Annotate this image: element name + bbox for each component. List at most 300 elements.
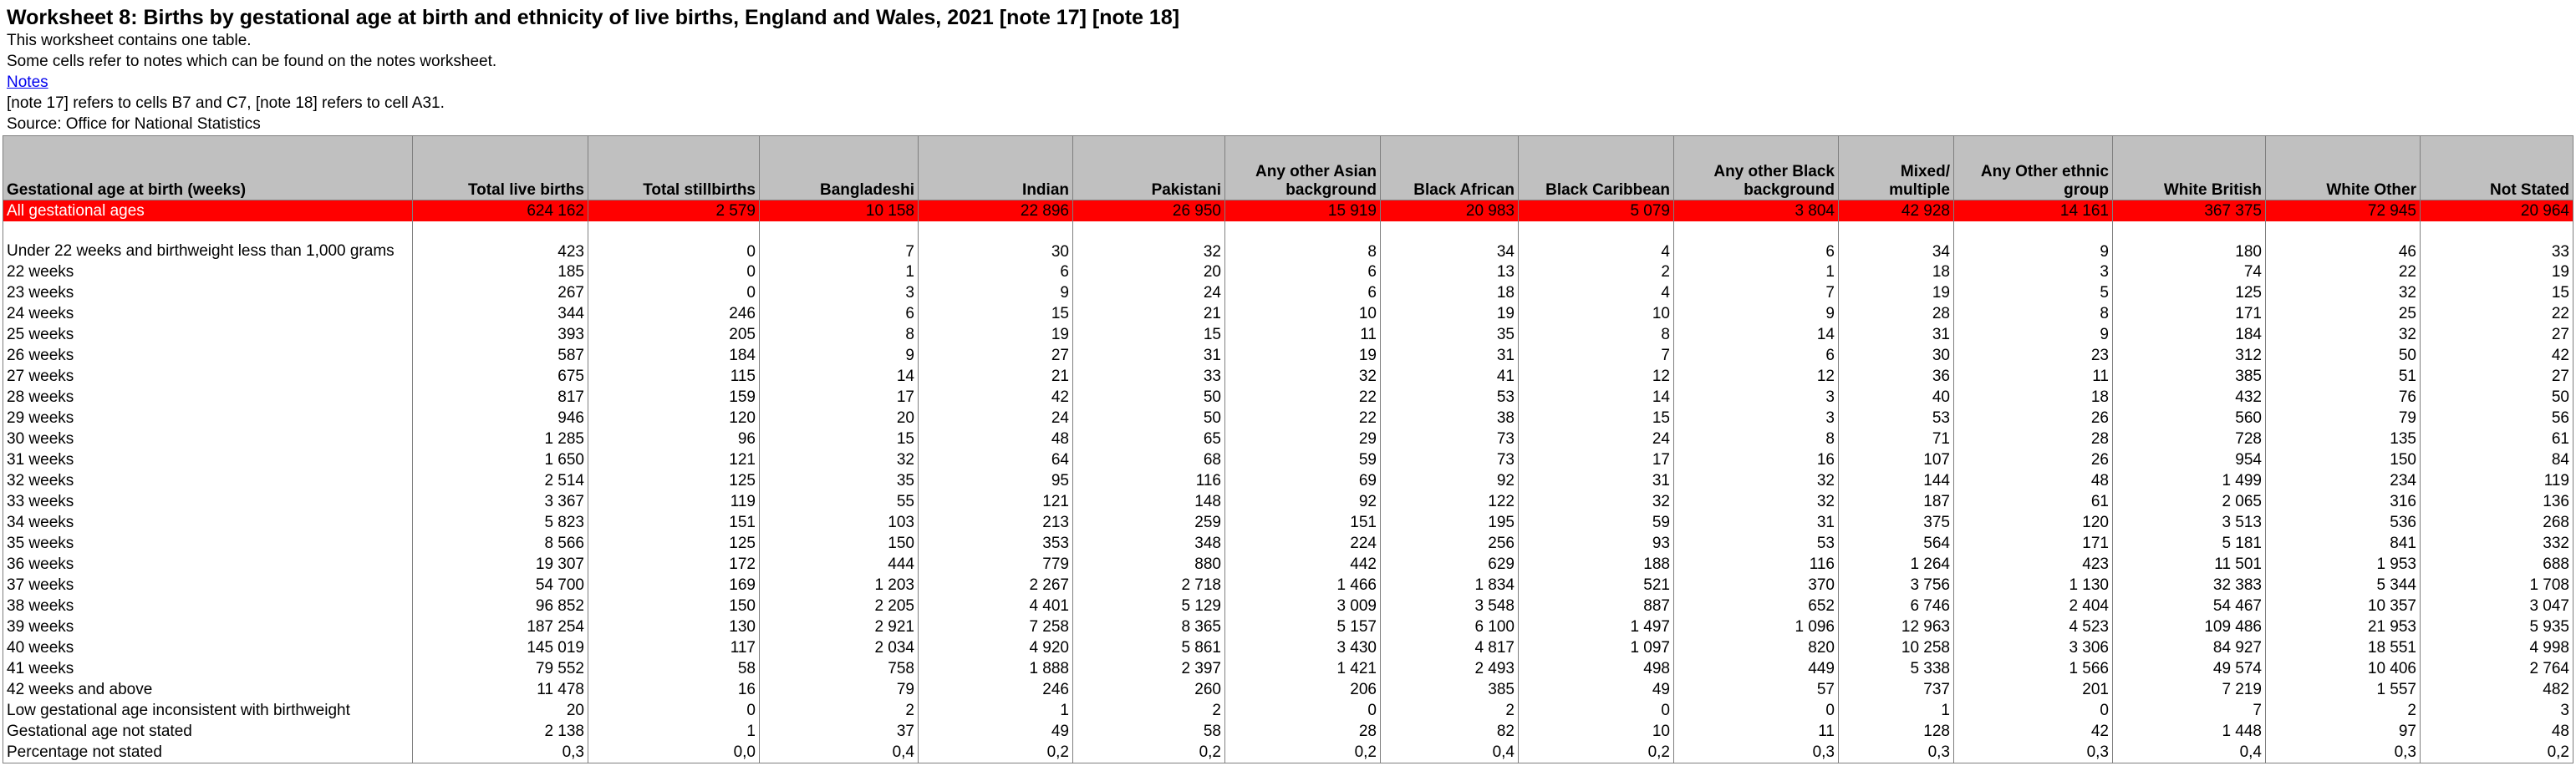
table-cell[interactable]: 61: [2421, 429, 2573, 449]
table-cell[interactable]: 3 367: [413, 491, 588, 512]
table-cell[interactable]: 3 756: [1839, 575, 1954, 596]
table-cell[interactable]: 169: [588, 575, 760, 596]
table-cell[interactable]: 49: [919, 721, 1073, 742]
table-cell[interactable]: 50: [1073, 387, 1225, 408]
table-cell[interactable]: 1 096: [1674, 616, 1839, 637]
table-cell[interactable]: 184: [2113, 324, 2266, 345]
table-cell[interactable]: 20 983: [1381, 200, 1519, 222]
table-cell[interactable]: 32 383: [2113, 575, 2266, 596]
table-cell[interactable]: 0,2: [1225, 742, 1381, 763]
table-cell[interactable]: 119: [2421, 470, 2573, 491]
table-cell[interactable]: 19: [1839, 282, 1954, 303]
table-cell[interactable]: 3 804: [1674, 200, 1839, 222]
table-cell[interactable]: 688: [2421, 554, 2573, 575]
table-cell[interactable]: 49: [1519, 679, 1674, 700]
table-cell[interactable]: 116: [1674, 554, 1839, 575]
table-cell[interactable]: 587: [413, 345, 588, 366]
table-cell[interactable]: 1 466: [1225, 575, 1381, 596]
table-cell[interactable]: 21: [1073, 303, 1225, 324]
table-cell[interactable]: 195: [1381, 512, 1519, 533]
table-cell[interactable]: 58: [588, 658, 760, 679]
table-cell[interactable]: 50: [2421, 387, 2573, 408]
table-cell[interactable]: 33: [1073, 366, 1225, 387]
table-cell[interactable]: 0,2: [919, 742, 1073, 763]
table-cell[interactable]: 1 650: [413, 449, 588, 470]
table-cell[interactable]: 344: [413, 303, 588, 324]
table-cell[interactable]: 3: [760, 282, 919, 303]
table-cell[interactable]: 28: [1225, 721, 1381, 742]
table-cell[interactable]: 1 497: [1519, 616, 1674, 637]
table-cell[interactable]: 55: [760, 491, 919, 512]
table-cell[interactable]: 9: [760, 345, 919, 366]
table-cell[interactable]: 201: [1954, 679, 2113, 700]
table-cell[interactable]: 2: [1073, 700, 1225, 721]
table-cell[interactable]: 171: [2113, 303, 2266, 324]
table-cell[interactable]: 5 861: [1073, 637, 1225, 658]
table-cell[interactable]: 11 501: [2113, 554, 2266, 575]
table-cell[interactable]: 5: [1954, 282, 2113, 303]
table-cell[interactable]: 629: [1381, 554, 1519, 575]
table-cell[interactable]: 367 375: [2113, 200, 2266, 222]
table-cell[interactable]: 30: [1839, 345, 1954, 366]
table-cell[interactable]: 180: [2113, 221, 2266, 261]
table-cell[interactable]: 32: [760, 449, 919, 470]
table-cell[interactable]: 817: [413, 387, 588, 408]
table-cell[interactable]: 64: [919, 449, 1073, 470]
table-cell[interactable]: 2: [760, 700, 919, 721]
table-cell[interactable]: 3 548: [1381, 596, 1519, 616]
table-cell[interactable]: 128: [1839, 721, 1954, 742]
table-cell[interactable]: 10: [1225, 303, 1381, 324]
table-cell[interactable]: 26: [1954, 408, 2113, 429]
table-cell[interactable]: 444: [760, 554, 919, 575]
table-cell[interactable]: 96: [588, 429, 760, 449]
row-label[interactable]: 38 weeks: [3, 596, 413, 616]
table-cell[interactable]: 121: [919, 491, 1073, 512]
table-cell[interactable]: 259: [1073, 512, 1225, 533]
row-label[interactable]: 26 weeks: [3, 345, 413, 366]
row-label[interactable]: Percentage not stated: [3, 742, 413, 763]
table-cell[interactable]: 675: [413, 366, 588, 387]
table-cell[interactable]: 1 834: [1381, 575, 1519, 596]
table-cell[interactable]: 312: [2113, 345, 2266, 366]
table-cell[interactable]: 5 181: [2113, 533, 2266, 554]
table-cell[interactable]: 19: [919, 324, 1073, 345]
table-cell[interactable]: 74: [2113, 261, 2266, 282]
table-cell[interactable]: 84 927: [2113, 637, 2266, 658]
table-cell[interactable]: 0: [1674, 700, 1839, 721]
table-cell[interactable]: 1 499: [2113, 470, 2266, 491]
table-cell[interactable]: 0,2: [2421, 742, 2573, 763]
table-cell[interactable]: 56: [2421, 408, 2573, 429]
table-cell[interactable]: 117: [588, 637, 760, 658]
table-cell[interactable]: 3 047: [2421, 596, 2573, 616]
table-cell[interactable]: 0,3: [1839, 742, 1954, 763]
table-cell[interactable]: 4 523: [1954, 616, 2113, 637]
table-cell[interactable]: 19 307: [413, 554, 588, 575]
table-cell[interactable]: 7: [2113, 700, 2266, 721]
row-label[interactable]: 36 weeks: [3, 554, 413, 575]
table-cell[interactable]: 13: [1381, 261, 1519, 282]
table-cell[interactable]: 268: [2421, 512, 2573, 533]
table-cell[interactable]: 260: [1073, 679, 1225, 700]
table-cell[interactable]: 5 344: [2266, 575, 2421, 596]
table-cell[interactable]: 144: [1839, 470, 1954, 491]
table-cell[interactable]: 23: [1954, 345, 2113, 366]
table-cell[interactable]: 19: [1225, 345, 1381, 366]
table-cell[interactable]: 150: [588, 596, 760, 616]
table-cell[interactable]: 2 397: [1073, 658, 1225, 679]
table-cell[interactable]: 12: [1519, 366, 1674, 387]
table-cell[interactable]: 2 034: [760, 637, 919, 658]
table-cell[interactable]: 1: [1839, 700, 1954, 721]
table-cell[interactable]: 9: [1674, 303, 1839, 324]
row-label[interactable]: 23 weeks: [3, 282, 413, 303]
table-cell[interactable]: 79: [760, 679, 919, 700]
table-cell[interactable]: 256: [1381, 533, 1519, 554]
table-cell[interactable]: 8 566: [413, 533, 588, 554]
table-cell[interactable]: 18 551: [2266, 637, 2421, 658]
table-cell[interactable]: 148: [1073, 491, 1225, 512]
table-cell[interactable]: 25: [2266, 303, 2421, 324]
table-cell[interactable]: 7: [1519, 345, 1674, 366]
row-label[interactable]: 37 weeks: [3, 575, 413, 596]
table-cell[interactable]: 2 138: [413, 721, 588, 742]
table-cell[interactable]: 15 919: [1225, 200, 1381, 222]
table-cell[interactable]: 37: [760, 721, 919, 742]
table-cell[interactable]: 10 158: [760, 200, 919, 222]
table-cell[interactable]: 22 896: [919, 200, 1073, 222]
table-cell[interactable]: 53: [1381, 387, 1519, 408]
table-cell[interactable]: 59: [1519, 512, 1674, 533]
table-cell[interactable]: 498: [1519, 658, 1674, 679]
table-cell[interactable]: 3 009: [1225, 596, 1381, 616]
row-label[interactable]: 28 weeks: [3, 387, 413, 408]
row-label[interactable]: 41 weeks: [3, 658, 413, 679]
table-cell[interactable]: 4 920: [919, 637, 1073, 658]
table-cell[interactable]: 9: [1954, 324, 2113, 345]
table-cell[interactable]: 536: [2266, 512, 2421, 533]
table-cell[interactable]: 737: [1839, 679, 1954, 700]
column-header[interactable]: Any other Black background: [1674, 136, 1839, 200]
table-cell[interactable]: 954: [2113, 449, 2266, 470]
table-cell[interactable]: 115: [588, 366, 760, 387]
row-label[interactable]: 25 weeks: [3, 324, 413, 345]
table-cell[interactable]: 32: [2266, 324, 2421, 345]
table-cell[interactable]: 0: [1954, 700, 2113, 721]
table-cell[interactable]: 728: [2113, 429, 2266, 449]
table-cell[interactable]: 54 467: [2113, 596, 2266, 616]
table-cell[interactable]: 15: [1519, 408, 1674, 429]
table-cell[interactable]: 116: [1073, 470, 1225, 491]
table-cell[interactable]: 72 945: [2266, 200, 2421, 222]
table-cell[interactable]: 20: [413, 700, 588, 721]
table-cell[interactable]: 0: [588, 221, 760, 261]
table-cell[interactable]: 27: [2421, 366, 2573, 387]
table-cell[interactable]: 8 365: [1073, 616, 1225, 637]
row-label[interactable]: 34 weeks: [3, 512, 413, 533]
table-cell[interactable]: 50: [1073, 408, 1225, 429]
table-cell[interactable]: 0: [588, 261, 760, 282]
table-cell[interactable]: 20: [760, 408, 919, 429]
table-cell[interactable]: 58: [1073, 721, 1225, 742]
table-cell[interactable]: 423: [1954, 554, 2113, 575]
row-label[interactable]: 29 weeks: [3, 408, 413, 429]
table-cell[interactable]: 1 557: [2266, 679, 2421, 700]
table-cell[interactable]: 1 097: [1519, 637, 1674, 658]
column-header[interactable]: White British: [2113, 136, 2266, 200]
table-cell[interactable]: 6 100: [1381, 616, 1519, 637]
row-label[interactable]: 33 weeks: [3, 491, 413, 512]
table-cell[interactable]: 0,2: [1073, 742, 1225, 763]
table-cell[interactable]: 32: [1674, 491, 1839, 512]
table-cell[interactable]: 5 338: [1839, 658, 1954, 679]
table-cell[interactable]: 31: [1381, 345, 1519, 366]
table-cell[interactable]: 8: [760, 324, 919, 345]
table-cell[interactable]: 184: [588, 345, 760, 366]
table-cell[interactable]: 159: [588, 387, 760, 408]
table-cell[interactable]: 35: [760, 470, 919, 491]
table-cell[interactable]: 130: [588, 616, 760, 637]
table-cell[interactable]: 2: [2266, 700, 2421, 721]
table-cell[interactable]: 7: [1674, 282, 1839, 303]
table-cell[interactable]: 7 258: [919, 616, 1073, 637]
table-cell[interactable]: 34: [1839, 221, 1954, 261]
table-cell[interactable]: 224: [1225, 533, 1381, 554]
table-cell[interactable]: 187: [1839, 491, 1954, 512]
table-cell[interactable]: 57: [1674, 679, 1839, 700]
table-cell[interactable]: 11: [1225, 324, 1381, 345]
table-cell[interactable]: 2 579: [588, 200, 760, 222]
table-cell[interactable]: 32: [1519, 491, 1674, 512]
table-cell[interactable]: 432: [2113, 387, 2266, 408]
table-cell[interactable]: 103: [760, 512, 919, 533]
table-cell[interactable]: 3 513: [2113, 512, 2266, 533]
table-cell[interactable]: 21 953: [2266, 616, 2421, 637]
table-cell[interactable]: 375: [1839, 512, 1954, 533]
table-cell[interactable]: 442: [1225, 554, 1381, 575]
table-cell[interactable]: 1 448: [2113, 721, 2266, 742]
table-cell[interactable]: 14: [1674, 324, 1839, 345]
table-cell[interactable]: 26 950: [1073, 200, 1225, 222]
table-cell[interactable]: 0,3: [413, 742, 588, 763]
table-cell[interactable]: 61: [1954, 491, 2113, 512]
row-label[interactable]: All gestational ages: [3, 200, 413, 222]
table-cell[interactable]: 3: [1674, 387, 1839, 408]
table-cell[interactable]: 946: [413, 408, 588, 429]
table-cell[interactable]: 14: [760, 366, 919, 387]
column-header[interactable]: Bangladeshi: [760, 136, 919, 200]
table-cell[interactable]: 11 478: [413, 679, 588, 700]
table-cell[interactable]: 73: [1381, 449, 1519, 470]
table-cell[interactable]: 22: [2266, 261, 2421, 282]
table-cell[interactable]: 93: [1519, 533, 1674, 554]
table-cell[interactable]: 2 764: [2421, 658, 2573, 679]
table-cell[interactable]: 48: [1954, 470, 2113, 491]
table-cell[interactable]: 54 700: [413, 575, 588, 596]
table-cell[interactable]: 2: [1519, 261, 1674, 282]
table-cell[interactable]: 24: [919, 408, 1073, 429]
table-cell[interactable]: 6: [1674, 221, 1839, 261]
table-cell[interactable]: 234: [2266, 470, 2421, 491]
table-cell[interactable]: 3 430: [1225, 637, 1381, 658]
table-cell[interactable]: 21: [919, 366, 1073, 387]
table-cell[interactable]: 1 264: [1839, 554, 1954, 575]
table-cell[interactable]: 2 718: [1073, 575, 1225, 596]
column-header[interactable]: White Other: [2266, 136, 2421, 200]
table-cell[interactable]: 6: [760, 303, 919, 324]
table-cell[interactable]: 31: [1839, 324, 1954, 345]
table-cell[interactable]: 1 708: [2421, 575, 2573, 596]
column-header[interactable]: Any other Asian background: [1225, 136, 1381, 200]
table-cell[interactable]: 109 486: [2113, 616, 2266, 637]
table-cell[interactable]: 14: [1519, 387, 1674, 408]
table-cell[interactable]: 1: [919, 700, 1073, 721]
table-cell[interactable]: 0,4: [2113, 742, 2266, 763]
table-cell[interactable]: 53: [1839, 408, 1954, 429]
table-cell[interactable]: 12: [1674, 366, 1839, 387]
table-cell[interactable]: 125: [2113, 282, 2266, 303]
table-cell[interactable]: 28: [1839, 303, 1954, 324]
table-cell[interactable]: 92: [1225, 491, 1381, 512]
table-cell[interactable]: 11: [1674, 721, 1839, 742]
table-cell[interactable]: 42 928: [1839, 200, 1954, 222]
table-cell[interactable]: 393: [413, 324, 588, 345]
table-cell[interactable]: 4 998: [2421, 637, 2573, 658]
table-cell[interactable]: 5 935: [2421, 616, 2573, 637]
table-cell[interactable]: 5 823: [413, 512, 588, 533]
table-cell[interactable]: 42: [1954, 721, 2113, 742]
row-label[interactable]: 35 weeks: [3, 533, 413, 554]
table-cell[interactable]: 50: [2266, 345, 2421, 366]
table-cell[interactable]: 10 406: [2266, 658, 2421, 679]
table-cell[interactable]: 32: [1073, 221, 1225, 261]
table-cell[interactable]: 33: [2421, 221, 2573, 261]
table-cell[interactable]: 24: [1519, 429, 1674, 449]
table-cell[interactable]: 482: [2421, 679, 2573, 700]
table-cell[interactable]: 3: [1674, 408, 1839, 429]
table-cell[interactable]: 17: [1519, 449, 1674, 470]
table-cell[interactable]: 2 493: [1381, 658, 1519, 679]
table-cell[interactable]: 31: [1073, 345, 1225, 366]
table-cell[interactable]: 96 852: [413, 596, 588, 616]
table-cell[interactable]: 27: [2421, 324, 2573, 345]
table-cell[interactable]: 6: [919, 261, 1073, 282]
table-cell[interactable]: 4: [1519, 221, 1674, 261]
table-cell[interactable]: 0,3: [1954, 742, 2113, 763]
table-cell[interactable]: 887: [1519, 596, 1674, 616]
column-header[interactable]: Gestational age at birth (weeks): [3, 136, 413, 200]
table-cell[interactable]: 79: [2266, 408, 2421, 429]
table-cell[interactable]: 22: [1225, 387, 1381, 408]
table-cell[interactable]: 2 921: [760, 616, 919, 637]
table-cell[interactable]: 6: [1225, 261, 1381, 282]
row-label[interactable]: 40 weeks: [3, 637, 413, 658]
table-cell[interactable]: 5 129: [1073, 596, 1225, 616]
table-cell[interactable]: 2 205: [760, 596, 919, 616]
table-cell[interactable]: 24: [1073, 282, 1225, 303]
table-cell[interactable]: 316: [2266, 491, 2421, 512]
table-cell[interactable]: 332: [2421, 533, 2573, 554]
table-cell[interactable]: 652: [1674, 596, 1839, 616]
table-cell[interactable]: 42: [919, 387, 1073, 408]
table-cell[interactable]: 2 514: [413, 470, 588, 491]
table-cell[interactable]: 1 421: [1225, 658, 1381, 679]
table-cell[interactable]: 0,4: [760, 742, 919, 763]
table-cell[interactable]: 151: [588, 512, 760, 533]
table-cell[interactable]: 1 130: [1954, 575, 2113, 596]
notes-link[interactable]: Notes: [7, 74, 48, 91]
table-cell[interactable]: 1: [760, 261, 919, 282]
table-cell[interactable]: 122: [1381, 491, 1519, 512]
table-cell[interactable]: 41: [1381, 366, 1519, 387]
table-cell[interactable]: 6: [1674, 345, 1839, 366]
table-cell[interactable]: 171: [1954, 533, 2113, 554]
table-cell[interactable]: 82: [1381, 721, 1519, 742]
table-cell[interactable]: 0: [1225, 700, 1381, 721]
column-header[interactable]: Not Stated: [2421, 136, 2573, 200]
table-cell[interactable]: 7 219: [2113, 679, 2266, 700]
table-cell[interactable]: 92: [1381, 470, 1519, 491]
table-cell[interactable]: 18: [1839, 261, 1954, 282]
column-header[interactable]: Black Caribbean: [1519, 136, 1674, 200]
table-cell[interactable]: 3: [2421, 700, 2573, 721]
table-cell[interactable]: 0,4: [1381, 742, 1519, 763]
table-cell[interactable]: 0: [1519, 700, 1674, 721]
table-cell[interactable]: 10: [1519, 303, 1674, 324]
table-cell[interactable]: 22: [1225, 408, 1381, 429]
table-cell[interactable]: 449: [1674, 658, 1839, 679]
table-cell[interactable]: 1 953: [2266, 554, 2421, 575]
table-cell[interactable]: 40: [1839, 387, 1954, 408]
table-cell[interactable]: 7: [760, 221, 919, 261]
table-cell[interactable]: 16: [1674, 449, 1839, 470]
table-cell[interactable]: 779: [919, 554, 1073, 575]
table-cell[interactable]: 15: [1073, 324, 1225, 345]
column-header[interactable]: Pakistani: [1073, 136, 1225, 200]
table-cell[interactable]: 1 888: [919, 658, 1073, 679]
table-cell[interactable]: 17: [760, 387, 919, 408]
table-cell[interactable]: 15: [760, 429, 919, 449]
table-cell[interactable]: 880: [1073, 554, 1225, 575]
table-cell[interactable]: 0,3: [1674, 742, 1839, 763]
column-header[interactable]: Black African: [1381, 136, 1519, 200]
table-cell[interactable]: 107: [1839, 449, 1954, 470]
table-cell[interactable]: 12 963: [1839, 616, 1954, 637]
table-cell[interactable]: 205: [588, 324, 760, 345]
table-cell[interactable]: 150: [2266, 449, 2421, 470]
table-cell[interactable]: 46: [2266, 221, 2421, 261]
column-header[interactable]: Indian: [919, 136, 1073, 200]
table-cell[interactable]: 119: [588, 491, 760, 512]
table-cell[interactable]: 42: [2421, 345, 2573, 366]
table-cell[interactable]: 564: [1839, 533, 1954, 554]
column-header[interactable]: Any Other ethnic group: [1954, 136, 2113, 200]
row-label[interactable]: 39 weeks: [3, 616, 413, 637]
table-cell[interactable]: 4: [1519, 282, 1674, 303]
table-cell[interactable]: 8: [1674, 429, 1839, 449]
table-cell[interactable]: 121: [588, 449, 760, 470]
table-cell[interactable]: 28: [1954, 429, 2113, 449]
table-cell[interactable]: 0,0: [588, 742, 760, 763]
table-cell[interactable]: 2 404: [1954, 596, 2113, 616]
table-cell[interactable]: 76: [2266, 387, 2421, 408]
row-label[interactable]: Low gestational age inconsistent with birthweight: [3, 700, 413, 721]
table-cell[interactable]: 2: [1381, 700, 1519, 721]
table-cell[interactable]: 48: [919, 429, 1073, 449]
table-cell[interactable]: 68: [1073, 449, 1225, 470]
table-cell[interactable]: 59: [1225, 449, 1381, 470]
